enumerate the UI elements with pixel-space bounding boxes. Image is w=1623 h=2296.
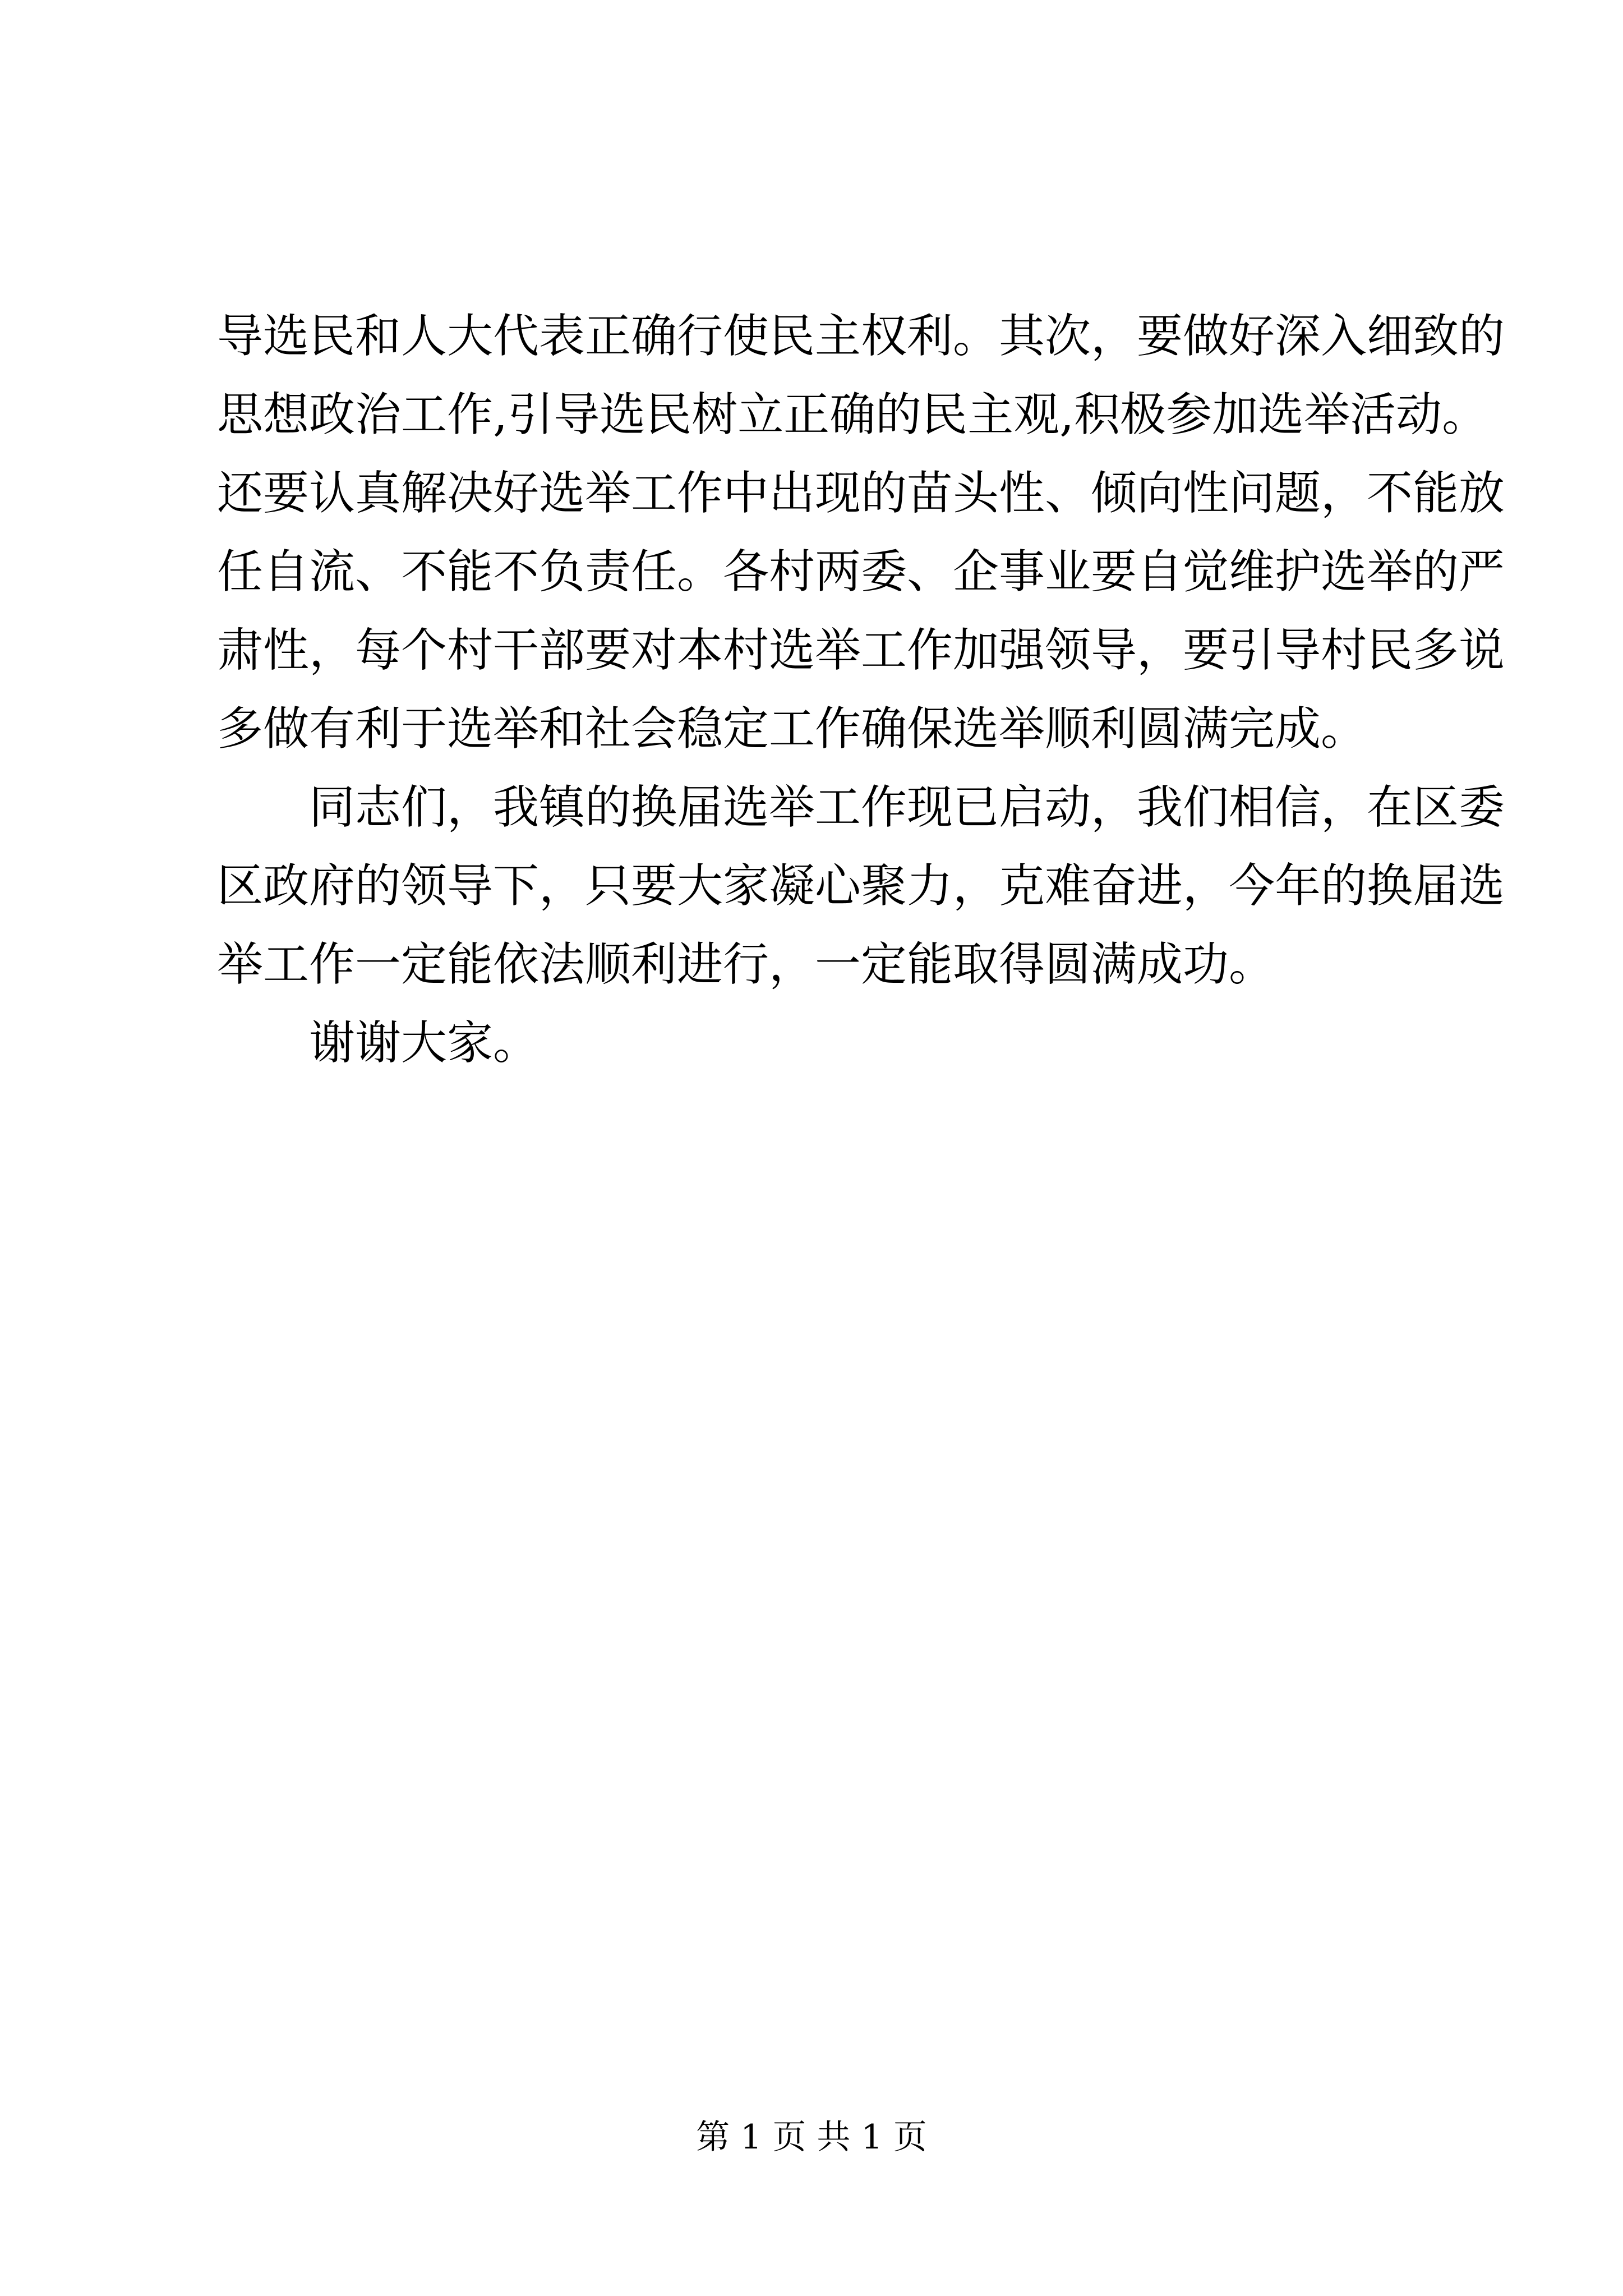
paragraph-line: 任自流、不能不负责任。各村两委、企事业要自觉维护选举的严 bbox=[217, 545, 1505, 599]
paragraph-line: 思想政治工作,引导选民树立正确的民主观,积极参加选举活动。 bbox=[217, 388, 1488, 441]
paragraph-line: 肃性，每个村干部要对本村选举工作加强领导，要引导村民多说 bbox=[217, 624, 1505, 677]
paragraph-line: 区政府的领导下，只要大家凝心聚力，克难奋进，今年的换届选 bbox=[217, 859, 1505, 913]
document-body bbox=[217, 297, 1505, 1083]
closing-line: 谢谢大家。 bbox=[309, 1016, 540, 1070]
paragraph-line: 举工作一定能依法顺利进行，一定能取得圆满成功。 bbox=[217, 938, 1275, 991]
page-footer: 第 1 页 共 1 页 bbox=[696, 2118, 927, 2157]
paragraph-line: 多做有利于选举和社会稳定工作确保选举顺利圆满完成。 bbox=[217, 702, 1367, 756]
paragraph-line: 导选民和人大代表正确行使民主权利。其次，要做好深入细致的 bbox=[217, 310, 1505, 363]
paragraph-line: 同志们，我镇的换届选举工作现已启动，我们相信，在区委 bbox=[309, 781, 1505, 834]
paragraph-line: 还要认真解决好选举工作中出现的苗头性、倾向性问题，不能放 bbox=[217, 467, 1505, 520]
